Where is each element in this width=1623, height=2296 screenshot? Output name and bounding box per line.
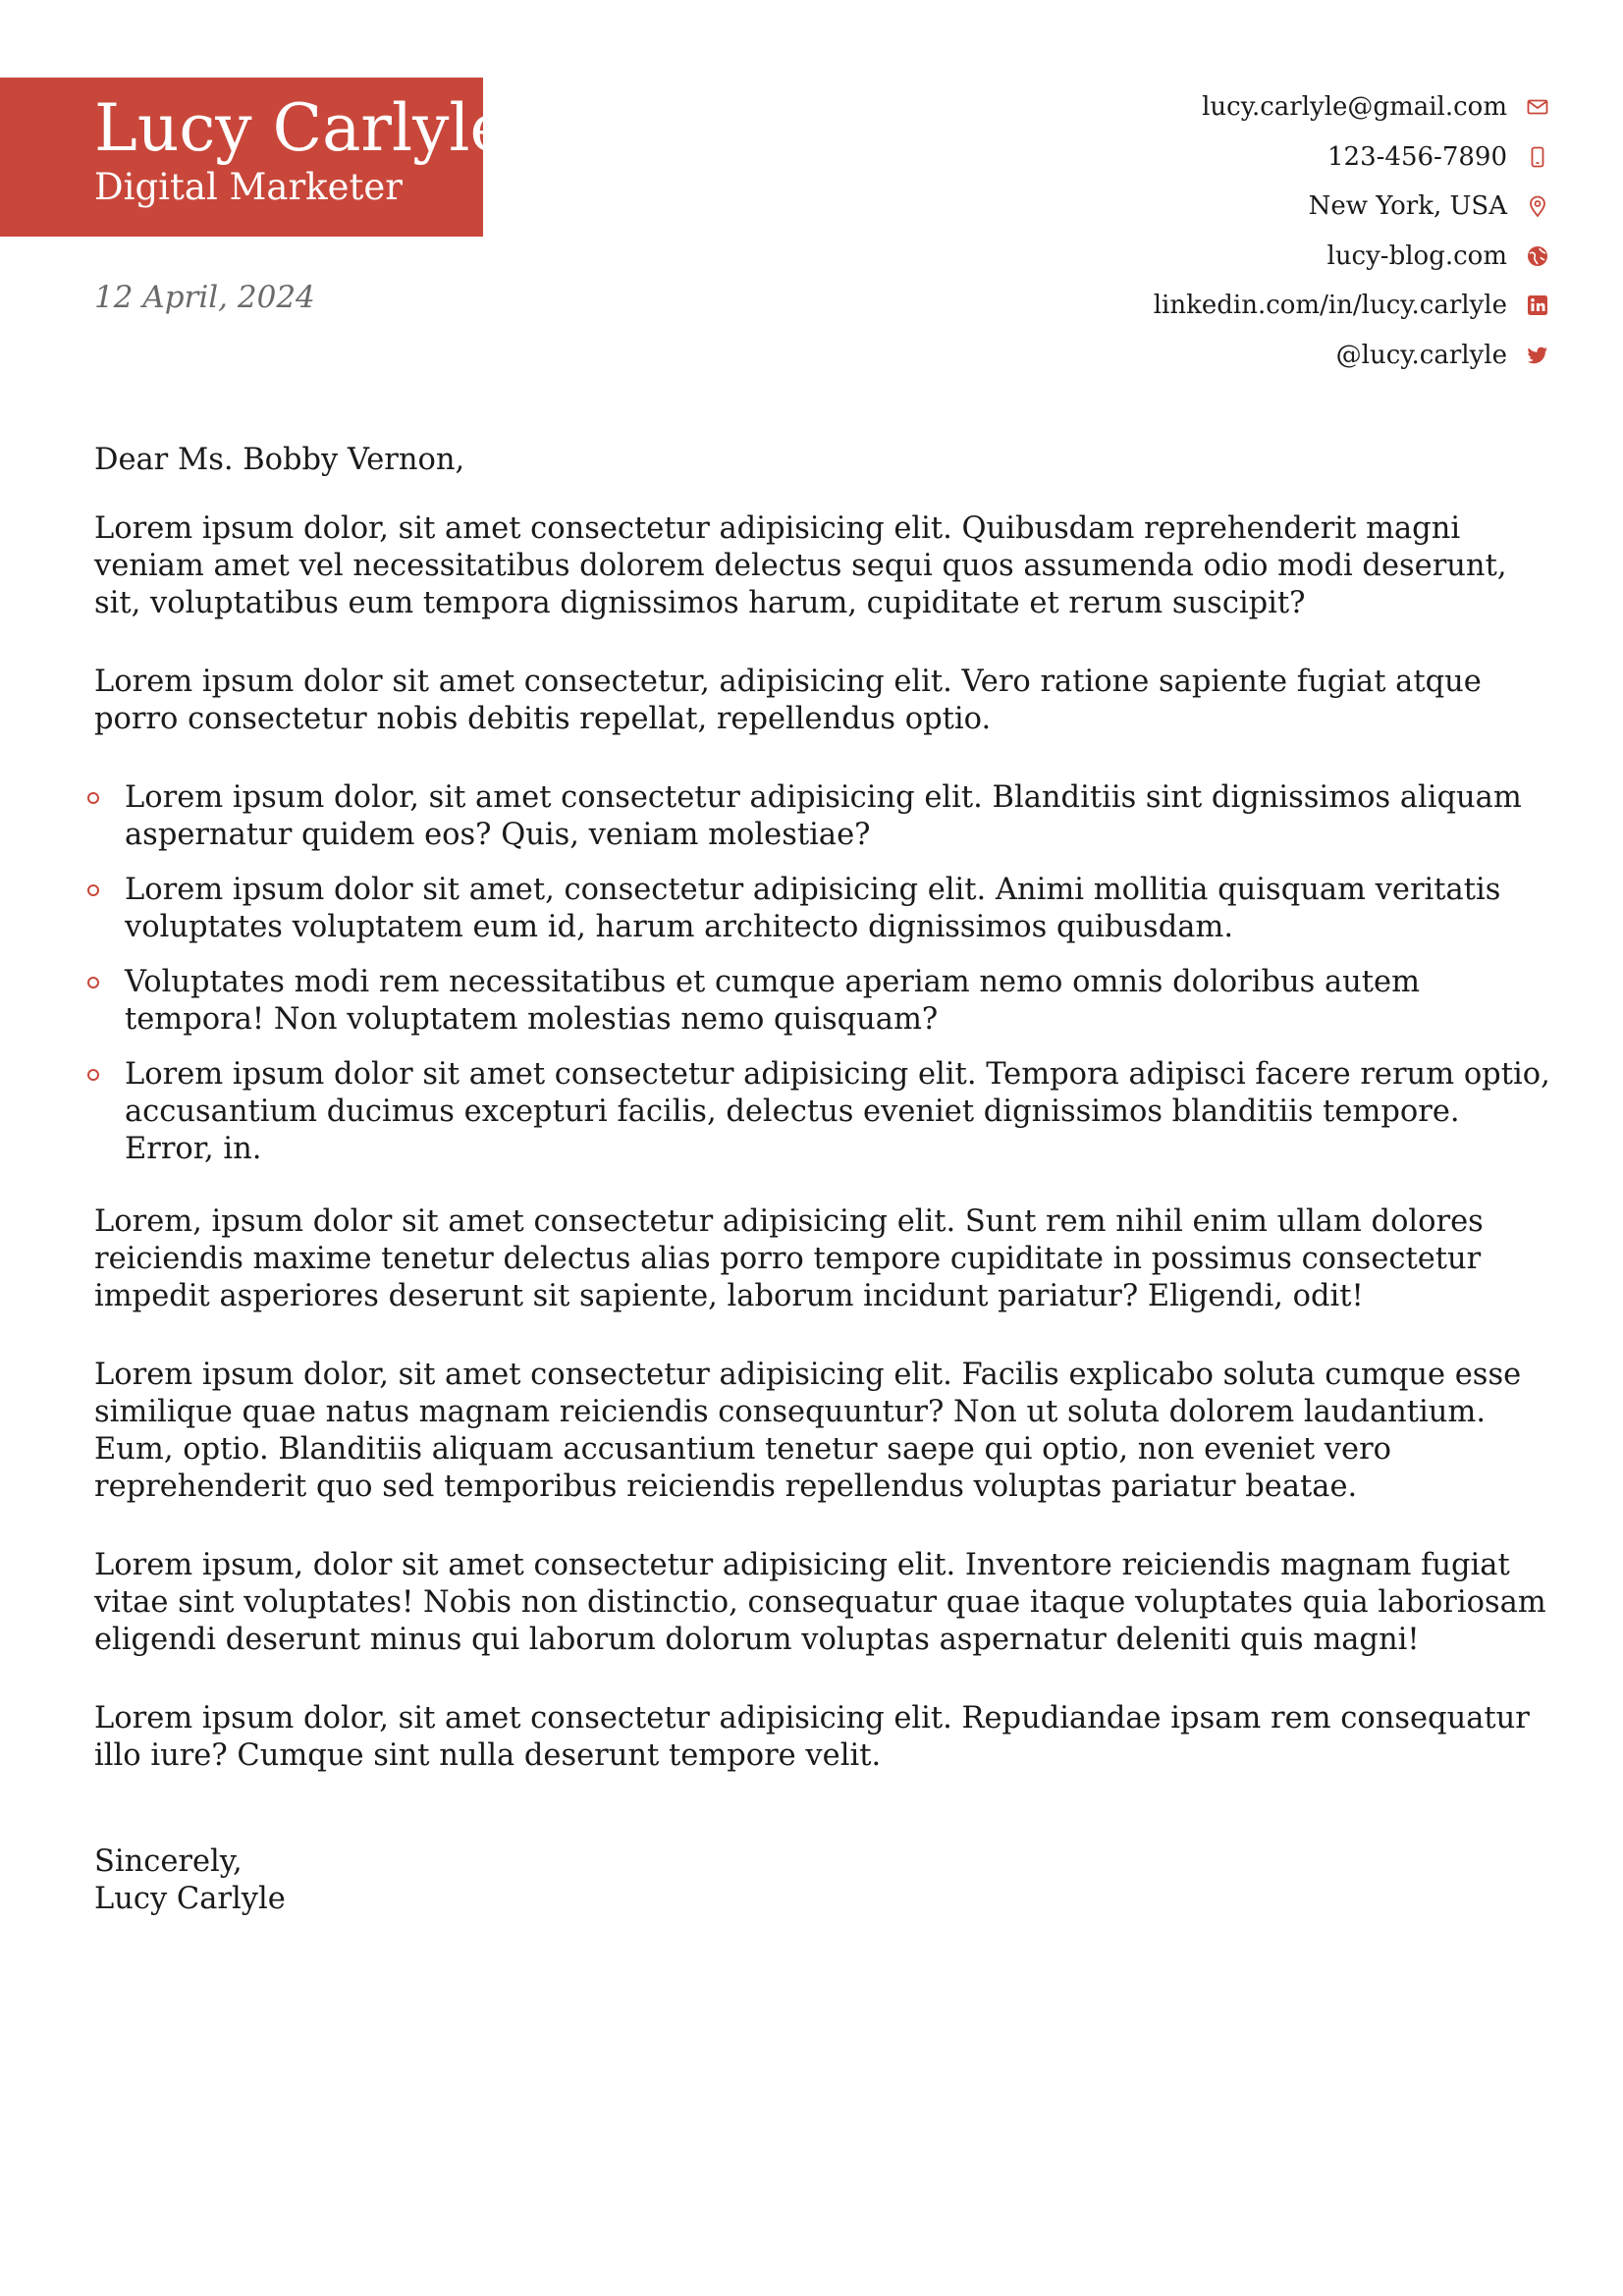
linkedin-icon	[1525, 293, 1550, 318]
signature-name: Lucy Carlyle	[94, 1882, 286, 1916]
bullet-item	[94, 872, 1557, 946]
letter-greeting: Dear Ms. Bobby Vernon,	[94, 443, 465, 477]
letter-date: 12 April, 2024	[94, 280, 315, 315]
letter-body	[94, 442, 1557, 1918]
paragraph: Lorem, ipsum dolor sit amet consectetur adipisicing elit. Sunt rem nihil enim ullam dolores reiciendis maxime tenetur delectus alias porro tempore cupiditate in possimus consectetur impedit asperiores deserunt sit sapiente, laborum incidunt pariatur? Eligendi, odit!	[94, 1204, 1484, 1313]
location-pin-icon	[1525, 193, 1550, 219]
bullet-circle-icon	[87, 1069, 99, 1081]
paragraph: Lorem ipsum dolor, sit amet consectetur adipisicing elit. Facilis explicabo soluta cumque esse similique quae natus magnam reiciendis consequuntur? Non ut soluta dolorem laudantium. Eum, optio. Blanditiis aliquam accusantium tenetur saepe qui optio, non eveniet vero reprehenderit quo sed temporibus reiciendis repellendus voluptas pariatur beatae.	[94, 1358, 1522, 1504]
closing-salutation: Sincerely,	[94, 1844, 243, 1879]
bullet-text: Lorem ipsum dolor sit amet, consectetur adipisicing elit. Animi mollitia quisquam veritatis voluptates voluptatem eum id, harum architecto dignissimos quibusdam.	[125, 873, 1501, 944]
paragraph: Lorem ipsum dolor, sit amet consectetur adipisicing elit. Quibusdam reprehenderit magni veniam amet vel necessitatibus dolorem delectus sequi quos assumenda odio modi deserunt, sit, voluptatibus eum tempora dignissimos harum, cupiditate et rerum suscipit?	[94, 511, 1507, 620]
contact-location	[1309, 182, 1550, 232]
contact-phone-text: 123-456-7890	[1327, 141, 1507, 172]
contact-email[interactable]	[1202, 82, 1550, 133]
contact-twitter-text: @lucy.carlyle	[1335, 340, 1507, 370]
bullet-item	[94, 1056, 1557, 1168]
bullet-text: Lorem ipsum dolor, sit amet consectetur adipisicing elit. Blanditiis sint dignissimos aliquam aspernatur quidem eos? Quis, veniam molestiae?	[125, 780, 1522, 852]
bullet-circle-icon	[87, 792, 99, 804]
contact-linkedin[interactable]	[1154, 281, 1550, 331]
bullet-item	[94, 779, 1557, 854]
contact-website[interactable]	[1327, 232, 1551, 282]
bullet-circle-icon	[87, 884, 99, 896]
envelope-icon	[1525, 94, 1550, 120]
contact-website-text: lucy-blog.com	[1326, 240, 1507, 271]
letter-closing	[94, 1843, 1557, 1918]
bullet-circle-icon	[87, 977, 99, 988]
contact-list	[1154, 82, 1550, 380]
bullet-text: Voluptates modi rem necessitatibus et cumque aperiam nemo omnis doloribus autem tempora! Non voluptatem molestias nemo quisquam?	[125, 965, 1421, 1037]
name-banner	[0, 78, 509, 237]
paragraph: Lorem ipsum, dolor sit amet consectetur adipisicing elit. Inventore reiciendis magnam fugiat vitae sint voluptates! Nobis non distinctio, consequatur quae itaque voluptates quia laboriosam eligendi deserunt minus qui laborum dolorum voluptas aspernatur deleniti quis magni!	[94, 1548, 1546, 1657]
contact-twitter[interactable]	[1336, 331, 1550, 381]
bullet-item	[94, 964, 1557, 1039]
applicant-name: Lucy Carlyle	[94, 90, 509, 166]
contact-email-text: lucy.carlyle@gmail.com	[1202, 92, 1507, 123]
bullet-text: Lorem ipsum dolor sit amet consectetur adipisicing elit. Tempora adipisci facere rerum optio, accusantium ducimus excepturi facilis, delectus eveniet dignissimos blanditiis tempore. Error, in.	[125, 1057, 1550, 1166]
bullet-list	[94, 779, 1557, 1168]
paragraph: Lorem ipsum dolor sit amet consectetur, adipisicing elit. Vero ratione sapiente fugiat atque porro consectetur nobis debitis repellat, repellendus optio.	[94, 665, 1482, 736]
twitter-icon	[1525, 343, 1550, 368]
contact-location-text: New York, USA	[1308, 191, 1507, 222]
globe-icon	[1525, 243, 1550, 269]
contact-phone[interactable]	[1327, 133, 1550, 183]
paragraph: Lorem ipsum dolor, sit amet consectetur adipisicing elit. Repudiandae ipsam rem consequatur illo iure? Cumque sint nulla deserunt tempore velit.	[94, 1701, 1530, 1773]
applicant-title: Digital Marketer	[94, 165, 403, 208]
contact-linkedin-text: linkedin.com/in/lucy.carlyle	[1153, 291, 1507, 321]
phone-icon	[1525, 144, 1550, 170]
